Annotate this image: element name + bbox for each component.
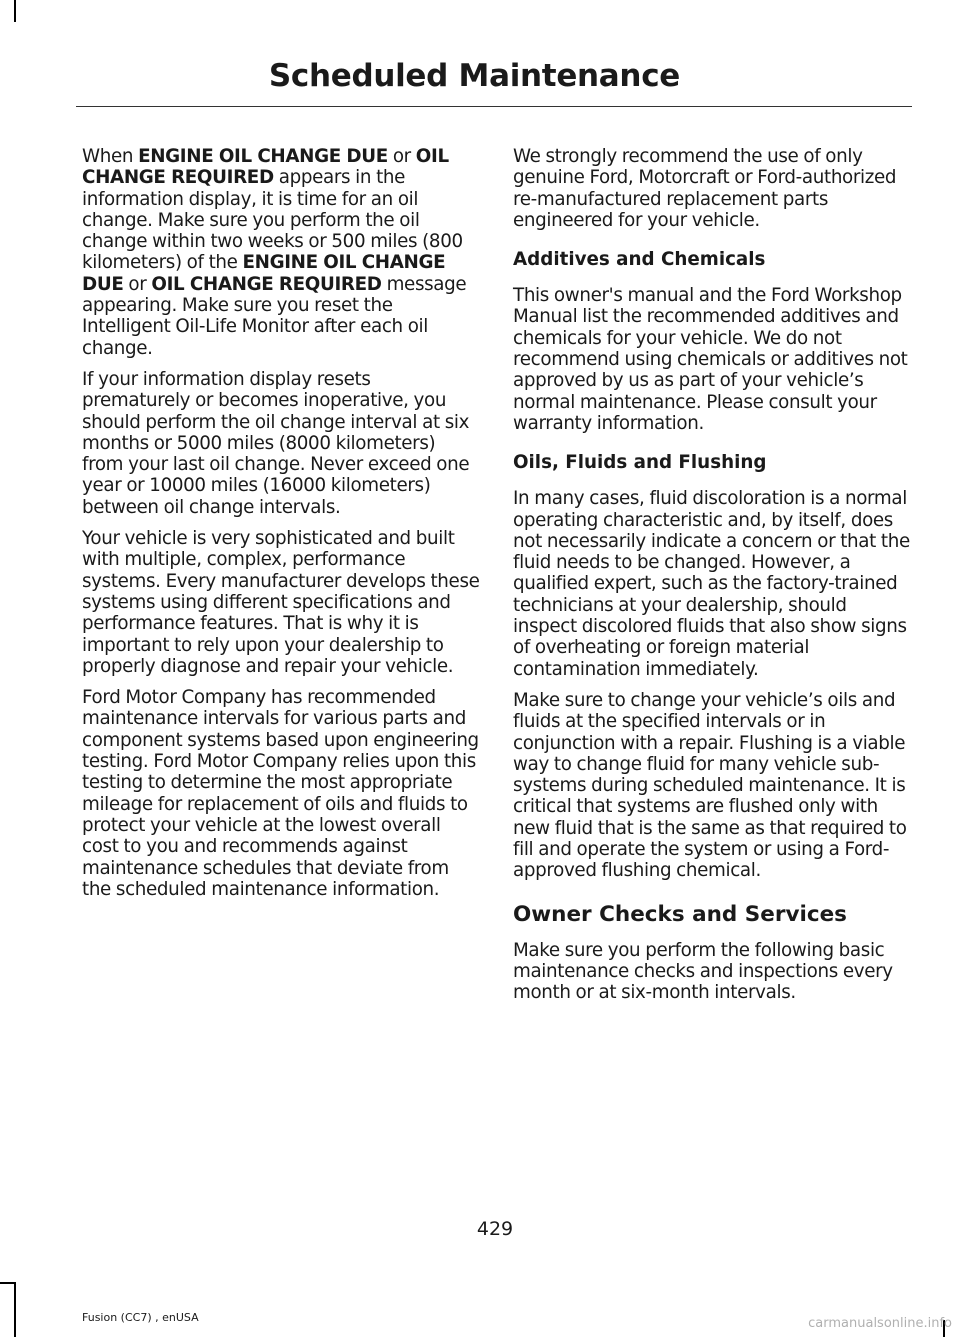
fluid-discoloration-paragraph: In many cases, fluid discoloration is a normal operating characteristic and, by itself, does not necessarily indicate a concern or that the fluid needs to be changed. However, a qualified expert, such as the factory-trained technicians at your dealership, should inspect discolored fluids that also show signs of overheating or foreign material contamination immediately. — [513, 488, 910, 680]
right-column — [513, 146, 911, 1014]
additives-paragraph: This owner's manual and the Ford Workshop Manual list the recommended additives and chemicals for your vehicle. We do not recommend using chemicals or additives not approved by us as part of your vehicle’s normal maintenance. Please consult your warranty information. — [513, 285, 908, 434]
footer-model: Fusion (CC7) , enUSA — [82, 1311, 199, 1324]
engine-oil-change-due-label: ENGINE OIL CHANGE DUE — [138, 146, 388, 167]
oil-change-required-label: OIL CHANGE REQUIRED — [82, 146, 449, 189]
left-column — [82, 146, 480, 910]
maintenance-intervals-paragraph: Ford Motor Company has recommended maintenance intervals for various parts and component systems based upon engineering testing. Ford Motor Company relies upon this testing to determine the most appropriate mileage for replacement of oils and fluids to protect your vehicle at the lowest overall cost to you and recommends against maintenance schedules that deviate from the scheduled maintenance information. — [82, 687, 479, 900]
display-reset-paragraph: If your information display resets prematurely or becomes inoperative, you should perform the oil change interval at six months or 5000 miles (8000 kilometers) from your last oil change. Never exceed one year or 10000 miles (16000 kilometers) between oil change intervals. — [82, 368, 470, 518]
page-title: Scheduled Maintenance — [268, 58, 680, 94]
oils-fluids-heading: Oils, Fluids and Flushing — [513, 452, 767, 474]
title-divider — [76, 106, 912, 107]
page-number: 429 — [476, 1218, 514, 1240]
crop-mark-top-left-vertical — [14, 0, 16, 22]
crop-mark-bottom-left-vertical — [14, 1282, 16, 1337]
additives-heading: Additives and Chemicals — [513, 249, 766, 271]
oil-change-message-paragraph: When ENGINE OIL CHANGE DUE or OIL CHANGE REQUIRED appears in the information display, it is time for an oil change. Make sure you perform the oil change within two weeks or 500 miles (800 kilometers) of the ENGINE OIL CHANGE DUE or OIL CHANGE REQUIRED message appearing. Make sure you reset the Intelligent Oil-Life Monitor after each oil change. — [82, 146, 467, 359]
crop-mark-bottom-left-horizontal — [0, 1282, 16, 1284]
owner-checks-paragraph: Make sure you perform the following basic maintenance checks and inspections every month or at six-month intervals. — [513, 939, 893, 1004]
watermark: carmanualsonline.info — [808, 1316, 952, 1331]
fluid-change-paragraph: Make sure to change your vehicle’s oils and fluids at the specified intervals or in conjunction with a repair. Flushing is a viable way to change fluid for many vehicle sub-systems during scheduled maintenance. It is critical that systems are flushed only with new fluid that is the same as that required to fill and operate the system or using a Ford-approved flushing chemical. — [513, 689, 907, 882]
genuine-parts-paragraph: We strongly recommend the use of only genuine Ford, Motorcraft or Ford-authorized re-manufactured replacement parts engineered for your vehicle. — [513, 146, 897, 231]
oil-change-required-label-2: OIL CHANGE REQUIRED — [151, 273, 382, 295]
owner-checks-heading: Owner Checks and Services — [513, 901, 847, 927]
sophisticated-vehicle-paragraph: Your vehicle is very sophisticated and built with multiple, complex, performance systems. Every manufacturer develops these systems using different specifications and performance features. That is why it is important to rely upon your dealership to properly diagnose and repair your vehicle. — [82, 528, 480, 677]
engine-oil-change-due-label-2: ENGINE OIL CHANGE DUE — [82, 252, 446, 295]
